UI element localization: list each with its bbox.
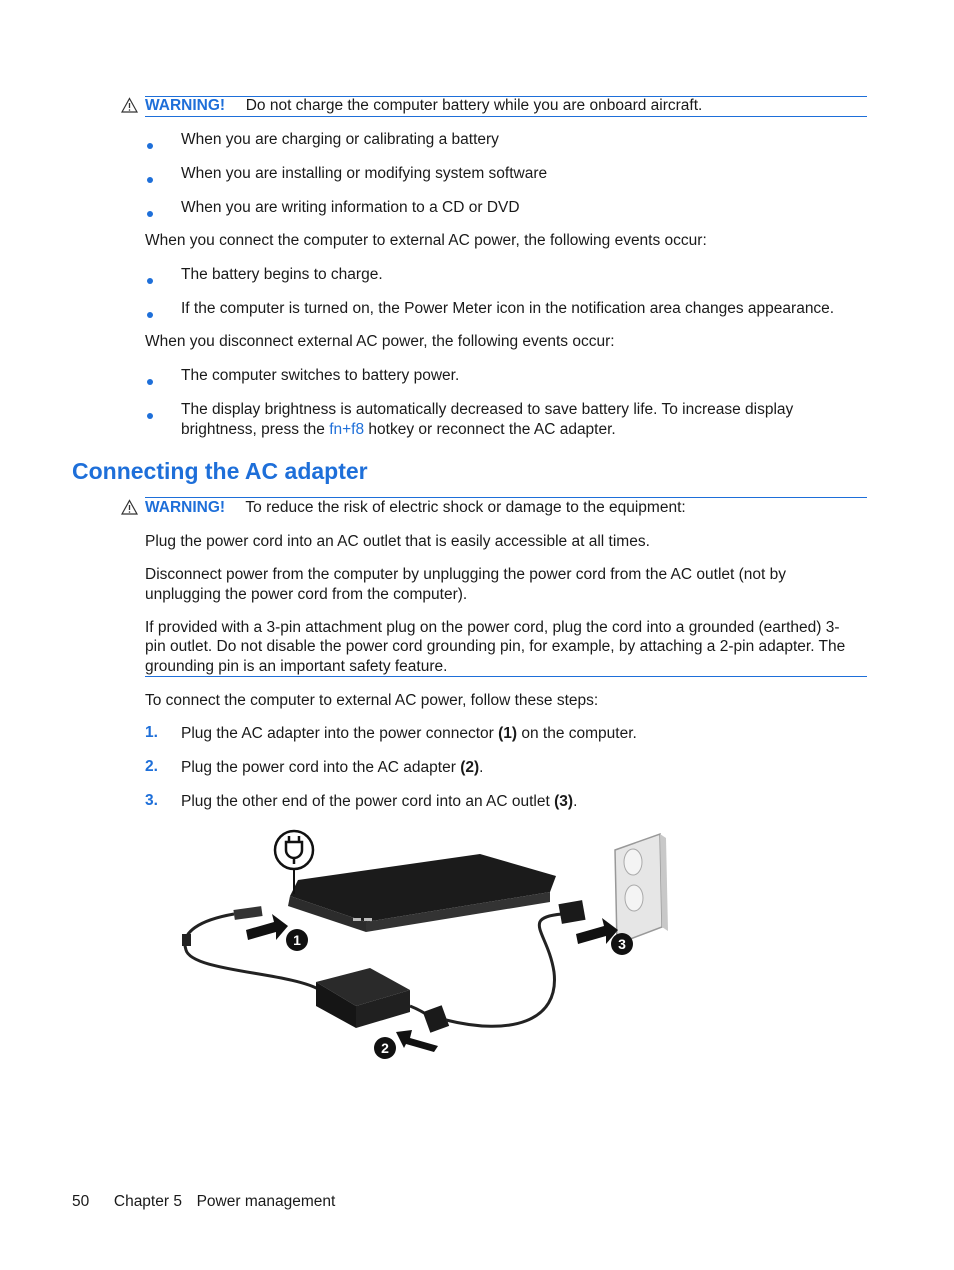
warning-text: Do not charge the computer battery while you are onboard aircraft.: [245, 97, 703, 114]
warning-triangle-icon: [121, 499, 138, 515]
warning-bottom-rule: [145, 116, 867, 117]
page-footer: [72, 1193, 335, 1211]
callout-label: 2: [381, 1040, 389, 1056]
list-item: When you are installing or modifying system software: [181, 165, 548, 182]
warning-bottom-rule: [145, 676, 867, 677]
list-item: The computer switches to battery power.: [181, 367, 460, 384]
paragraph-disconnect: When you disconnect external AC power, the following events occur:: [145, 333, 615, 350]
step-text: [181, 792, 577, 812]
bullet: [147, 211, 153, 217]
laptop: [288, 854, 556, 932]
steps-intro: To connect the computer to external AC power, follow these steps:: [145, 692, 599, 709]
chapter-title: Power management: [196, 1193, 336, 1210]
step-text-post: .: [479, 759, 484, 776]
list-item-text: hotkey or reconnect the AC adapter.: [368, 420, 616, 438]
step-text-post: on the computer.: [521, 725, 637, 742]
step-text: [181, 724, 637, 744]
list-item: [181, 400, 793, 439]
warning-2: [145, 498, 686, 517]
list-item-text: brightness, press the: [181, 420, 325, 438]
warning-paragraph: Disconnect power from the computer by unplugging the power cord from the AC outlet (not by: [145, 566, 787, 583]
list-item-line: [181, 420, 793, 440]
list-item-line: The display brightness is automatically decreased to save battery life. To increase display: [181, 401, 794, 418]
paragraph-connect: When you connect the computer to external AC power, the following events occur:: [145, 232, 707, 249]
bullet: [147, 177, 153, 183]
page-number: 50: [72, 1193, 90, 1210]
callout-label: 3: [618, 936, 626, 952]
bullet: [147, 379, 153, 385]
callout-label: 1: [293, 932, 301, 948]
bullet: [147, 413, 153, 419]
step-ref: (2): [460, 759, 480, 776]
chapter-label: Chapter 5: [113, 1193, 182, 1210]
callout-3: [611, 933, 633, 955]
step-number: 2.: [145, 758, 158, 775]
warning-paragraph: Plug the power cord into an AC outlet that is easily accessible at all times.: [145, 533, 650, 550]
warning-paragraph: grounding pin is an important safety feature.: [145, 658, 448, 675]
bullet: [147, 143, 153, 149]
section-heading: Connecting the AC adapter: [72, 458, 368, 484]
callout-1: [286, 929, 308, 951]
list-item: If the computer is turned on, the Power Meter icon in the notification area changes appearance.: [181, 300, 835, 317]
list-item: When you are charging or calibrating a battery: [181, 131, 499, 148]
arrow-icon: [396, 1030, 438, 1052]
warning-paragraph: unplugging the power cord from the computer).: [145, 586, 468, 603]
warning-paragraph: If provided with a 3-pin attachment plug on the power cord, plug the cord into a grounded (earthed) 3-: [145, 619, 840, 636]
list-item: The battery begins to charge.: [181, 266, 383, 283]
step-number: 3.: [145, 792, 158, 809]
list-item: When you are writing information to a CD or DVD: [181, 199, 520, 216]
warning-label: WARNING!: [145, 499, 226, 516]
wall-outlet: [615, 834, 668, 944]
step-ref: (1): [498, 725, 518, 742]
warning-paragraph: pin outlet. Do not disable the power cord grounding pin, for example, by attaching a 2-pin adapter. The: [145, 638, 846, 655]
step-number: 1.: [145, 724, 158, 741]
ac-adapter-illustration: [170, 822, 680, 1072]
warning-label: WARNING!: [145, 97, 226, 114]
step-text-pre: Plug the power cord into the AC adapter: [181, 759, 456, 776]
arrow-icon: [576, 918, 618, 944]
step-text-pre: Plug the other end of the power cord into an AC outlet: [181, 793, 550, 810]
adapter-brick: [316, 968, 410, 1028]
bullet: [147, 278, 153, 284]
warning-1: [145, 96, 702, 115]
plug-icon: [275, 831, 313, 869]
step-text-pre: Plug the AC adapter into the power connector: [181, 725, 494, 742]
callout-2: [374, 1037, 396, 1059]
step-ref: (3): [554, 793, 574, 810]
warning-text: To reduce the risk of electric shock or damage to the equipment:: [245, 499, 686, 516]
bullet: [147, 312, 153, 318]
step-text: [181, 758, 483, 778]
step-text-post: .: [573, 793, 578, 810]
hotkey-link[interactable]: fn+f8: [329, 420, 365, 438]
warning-triangle-icon: [121, 97, 138, 113]
arrow-icon: [246, 914, 288, 940]
